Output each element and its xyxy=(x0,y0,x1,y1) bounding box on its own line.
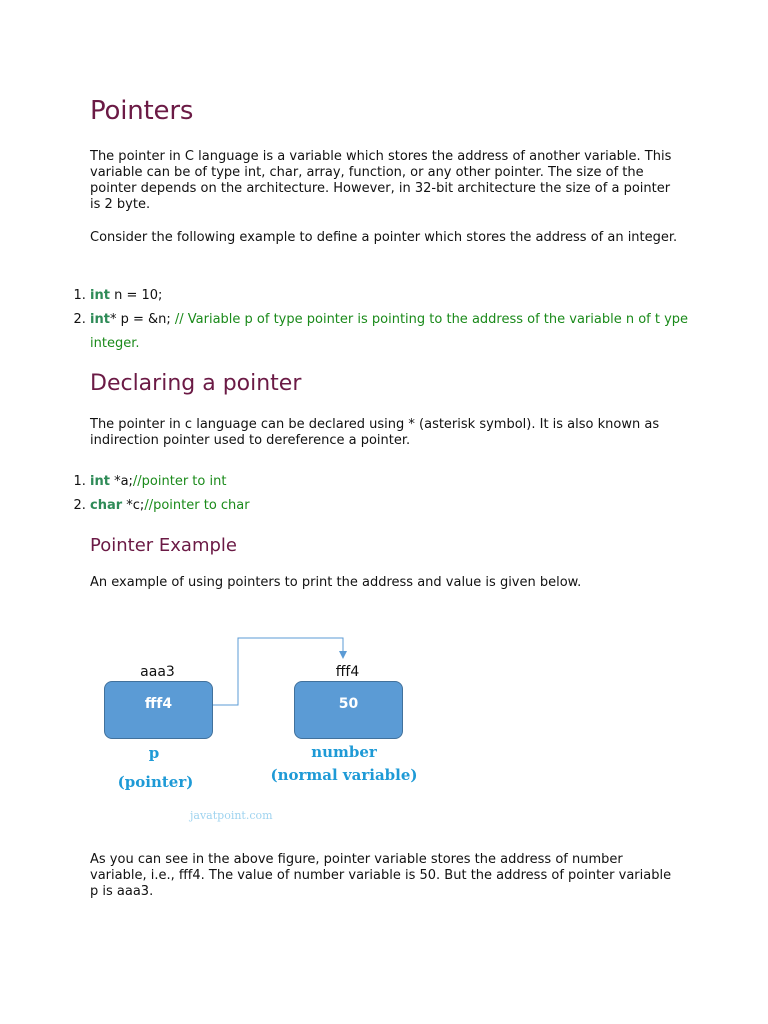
code-text: * p = &n; xyxy=(109,312,175,327)
code-keyword: int xyxy=(90,312,110,327)
code-line xyxy=(90,470,710,494)
code-line xyxy=(90,284,710,308)
number-box-value: 50 xyxy=(338,696,359,712)
declaring-pointer-heading: Declaring a pointer xyxy=(90,371,302,396)
declaring-pointer-paragraph: The pointer in c language can be declared using * (asterisk symbol). It is also known as indirection pointer used to dereference a pointer. xyxy=(90,417,660,448)
pointer-address: aaa3 xyxy=(140,664,175,680)
code-text: *c; xyxy=(122,498,145,513)
code-line xyxy=(90,308,710,356)
pointer-label-name: p xyxy=(148,744,160,762)
code-line xyxy=(90,494,710,518)
pointers-intro-paragraph: The pointer in C language is a variable which stores the address of another variable. This variable can be of type int, char, array, function, or any other pointer. The size of the pointer depends on the architecture. However, in 32-bit architecture the size of a pointer is 2 byte. xyxy=(90,149,672,212)
pointer-declaration-code-list xyxy=(62,470,710,518)
pointers-example-intro: Consider the following example to define a pointer which stores the address of an integer. xyxy=(90,230,678,245)
code-text: n = 10; xyxy=(109,288,163,303)
pointer-example-heading: Pointer Example xyxy=(90,535,237,556)
number-box xyxy=(294,681,403,739)
number-label-type: (normal variable) xyxy=(270,766,418,784)
code-comment: // Variable p of type pointer is pointing to the address of the variable n of t ype integer. xyxy=(90,312,689,351)
code-keyword: int xyxy=(90,288,110,303)
closing-paragraph: As you can see in the above figure, pointer variable stores the address of number variable, i.e., fff4. The value of number variable is 50. But the address of pointer variable p is aaa3. xyxy=(90,852,672,899)
code-text: *a; xyxy=(109,474,133,489)
code-comment: //pointer to char xyxy=(144,498,250,513)
code-comment: //pointer to int xyxy=(132,474,227,489)
code-keyword: int xyxy=(90,474,110,489)
pointer-diagram xyxy=(90,620,430,835)
pointer-example-paragraph: An example of using pointers to print the address and value is given below. xyxy=(90,575,582,590)
pointer-definition-code-list xyxy=(62,284,710,356)
code-keyword: char xyxy=(90,498,123,513)
pointer-label-type: (pointer) xyxy=(117,773,194,791)
javatpoint-watermark: javatpoint.com xyxy=(190,809,273,822)
pointer-box xyxy=(104,681,213,739)
pointers-heading: Pointers xyxy=(90,96,194,126)
number-address: fff4 xyxy=(335,664,360,680)
pointer-box-value: fff4 xyxy=(144,696,173,712)
number-label-name: number xyxy=(311,743,377,761)
